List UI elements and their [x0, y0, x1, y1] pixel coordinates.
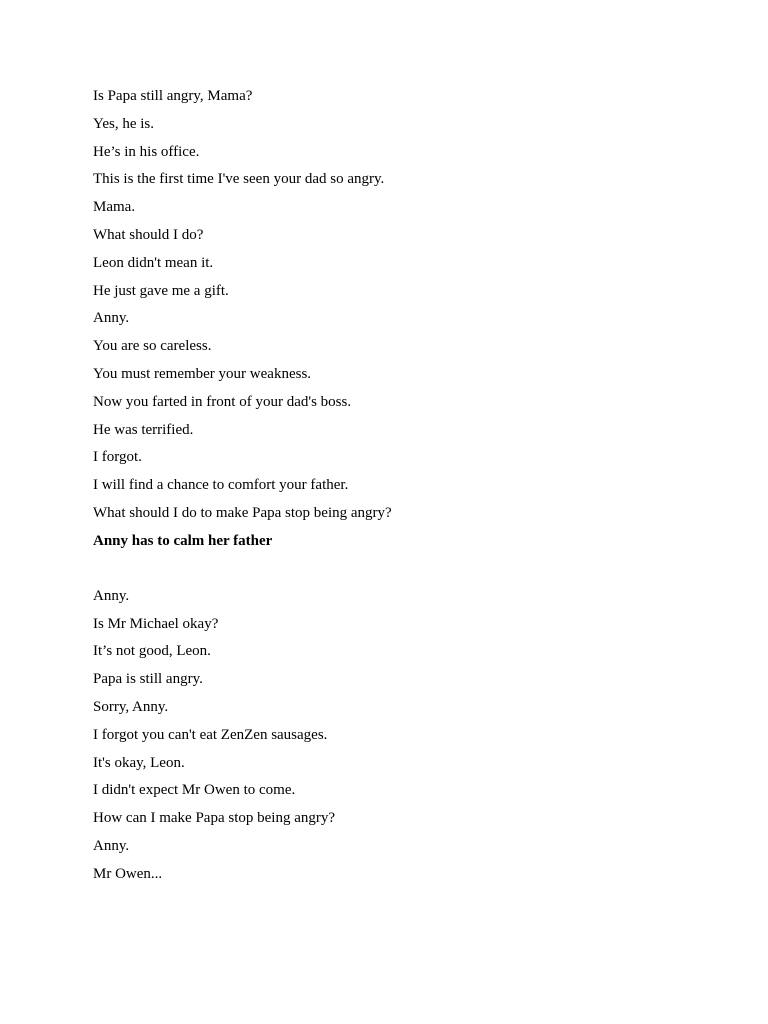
- dialogue-section-1: [93, 86, 713, 523]
- dialogue-line: What should I do?: [93, 226, 204, 243]
- dialogue-line: This is the first time I've seen your dad so angry.: [93, 171, 385, 188]
- dialogue-line: Is Mr Michael okay?: [93, 615, 219, 632]
- dialogue-line: Anny.: [93, 310, 130, 327]
- dialogue-line: You must remember your weakness.: [93, 365, 312, 382]
- dialogue-line: What should I do to make Papa stop being angry?: [93, 504, 392, 521]
- dialogue-line: You are so careless.: [93, 338, 212, 355]
- dialogue-line: It's okay, Leon.: [93, 754, 185, 771]
- dialogue-line: I forgot.: [93, 449, 142, 466]
- dialogue-line: I will find a chance to comfort your father.: [93, 477, 349, 494]
- dialogue-line: I didn't expect Mr Owen to come.: [93, 782, 296, 799]
- dialogue-line: He just gave me a gift.: [93, 282, 229, 299]
- document-page: [93, 86, 713, 892]
- section-heading: Anny has to calm her father: [93, 532, 273, 549]
- dialogue-line: How can I make Papa stop being angry?: [93, 810, 336, 827]
- dialogue-line: Leon didn't mean it.: [93, 254, 214, 271]
- dialogue-line: Now you farted in front of your dad's boss.: [93, 393, 352, 410]
- dialogue-line: Mama.: [93, 199, 136, 216]
- dialogue-line: He was terrified.: [93, 421, 194, 438]
- dialogue-line: Mr Owen...: [93, 865, 163, 882]
- dialogue-section-2: [93, 586, 713, 884]
- dialogue-line: Anny.: [93, 837, 130, 854]
- dialogue-line: Anny.: [93, 587, 130, 604]
- dialogue-line: Yes, he is.: [93, 115, 154, 132]
- dialogue-line: Papa is still angry.: [93, 671, 203, 688]
- dialogue-line: Is Papa still angry, Mama?: [93, 88, 253, 104]
- dialogue-line: It’s not good, Leon.: [93, 643, 211, 660]
- dialogue-line: He’s in his office.: [93, 143, 200, 160]
- dialogue-line: Sorry, Anny.: [93, 698, 169, 715]
- dialogue-line: I forgot you can't eat ZenZen sausages.: [93, 726, 328, 743]
